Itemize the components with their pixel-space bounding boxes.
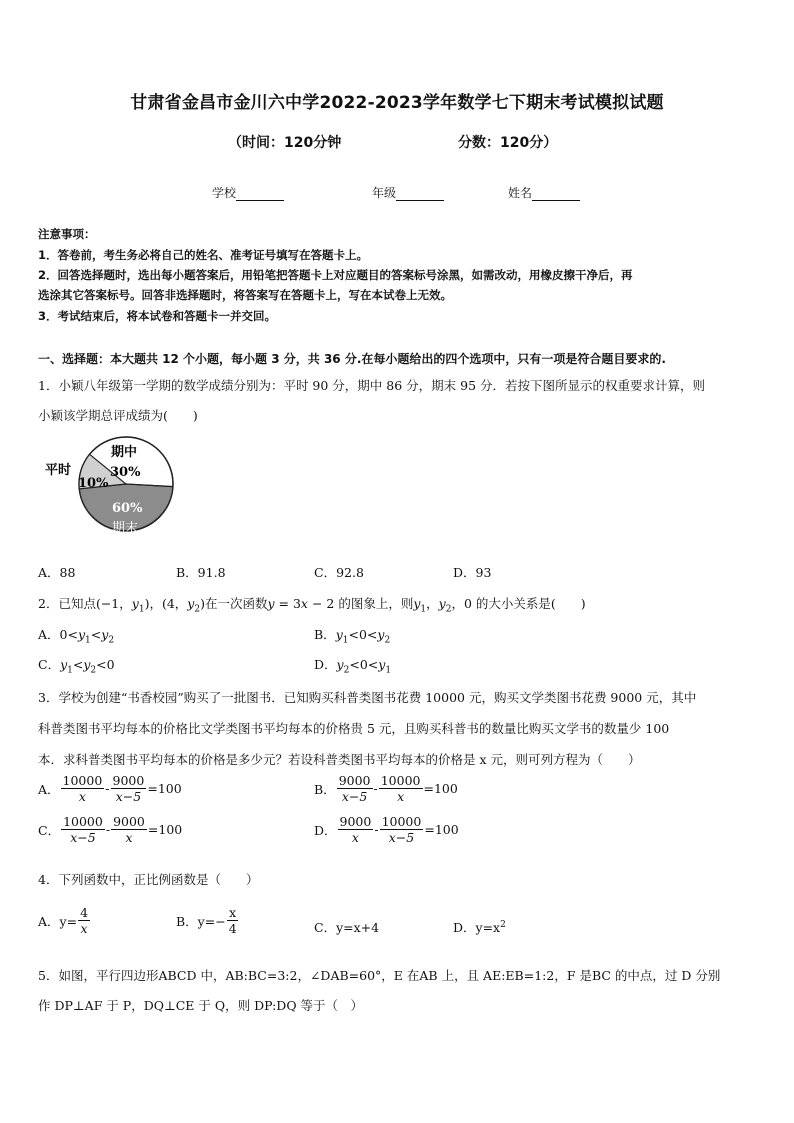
q3-option-c: C． $\frac{10000}{x-5}$ - $\frac{9000}{x}$ =100 [38,814,183,845]
q2-option-a: A．$0<y_1<y_2$ [38,627,115,646]
q1-option-d: D．93 [453,565,492,580]
time-label: （时间：120分钟 [228,135,342,151]
pie-pct-qizhong: 30% [110,465,141,480]
pie-label-qimo: 期末 [112,521,139,536]
q3-option-a: A． $\frac{10000}{x}$ - $\frac{9000}{x-5}$ =100 [38,773,182,804]
q3-line1: 3．学校为创建“书香校园”购买了一批图书．已知购买科普类图书花费 10000 元，购买文学类图书花费 9000 元，其中 [38,690,697,705]
q4-option-d: D．$y=x^2$ [453,919,506,935]
pie-label-pingshi: 平时 [45,463,72,478]
q4-option-c: C．y=x+4 [314,920,380,935]
notes-heading: 注意事项： [38,227,96,241]
q2-option-c: C．$y_1<y_2<0$ [38,657,115,676]
notes-item-2b: 选涂其它答案标号。回答非选择题时，将答案写在答题卡上，写在本试卷上无效。 [38,288,452,302]
q4-stem: 4．下列函数中，正比例函数是（ ） [38,872,259,887]
q1-pie-chart [38,436,188,546]
name-blank [532,188,580,201]
q1-line2: 小颖该学期总评成绩为( ) [38,408,198,423]
q1-option-b: B．91.8 [176,565,226,580]
q1-option-c: C．92.8 [314,565,364,580]
q5-line2: 作 DP⊥AF 于 P，DQ⊥CE 于 Q，则 DP:DQ 等于（ ） [38,998,364,1013]
q3-line2: 科普类图书平均每本的价格比文学类图书平均每本的价格贵 5 元，且购买科普书的数量比购买文学书的数量少 100 [38,721,670,736]
school-field [212,184,284,201]
grade-field [372,184,444,201]
q3-line3: 本．求科普类图书平均每本的价格是多少元？若设科普类图书平均每本的价格是 x 元，则可列方程为（ ） [38,752,641,767]
pie-pct-pingshi: 10% [78,476,109,491]
school-label: 学校 [212,186,237,200]
pie-label-qizhong: 期中 [111,445,138,460]
pie-pct-qimo: 60% [112,501,143,516]
school-blank [236,188,284,201]
q1-option-a: A．88 [38,565,76,580]
name-label: 姓名 [508,186,533,200]
score-label: 分数：120分） [458,135,558,151]
q2-option-b: B．$y_1<0<y_2$ [314,627,391,646]
q3-option-b: B． $\frac{9000}{x-5}$ - $\frac{10000}{x}$ =100 [314,773,458,804]
q4-option-a: A．y= $\frac{4}{x}$ [38,905,89,936]
q4-option-b: B．y=− $\frac{x}{4}$ [176,905,237,936]
page-title: 甘肃省金昌市金川六中学2022-2023学年数学七下期末考试模拟试题 [130,93,664,113]
q5-line1: 5．如图，平行四边形ABCD 中，AB:BC=3:2，∠DAB=60°，E 在AB 上，且 AE:EB=1:2，F 是BC 的中点，过 D 分别 [38,968,721,983]
q1-line1: 1．小颖八年级第一学期的数学成绩分别为：平时 90 分，期中 86 分，期末 95 分．若按下图所显示的权重要求计算，则 [38,378,706,393]
notes-item-2a: 2．回答选择题时，选出每小题答案后，用铅笔把答题卡上对应题目的答案标号涂黑，如需改动，用橡皮擦干净后，再 [38,268,633,282]
grade-blank [396,188,444,201]
notes-item-1: 1．答卷前，考生务必将自己的姓名、准考证号填写在答题卡上。 [38,248,368,262]
q3-option-d: D． $\frac{9000}{x}$ - $\frac{10000}{x-5}$ =100 [314,814,459,845]
name-field [508,184,580,201]
grade-label: 年级 [372,186,397,200]
q2-option-d: D．$y_2<0<y_1$ [314,657,392,676]
notes-item-3: 3．考试结束后，将本试卷和答题卡一并交回。 [38,309,276,323]
section-heading: 一、选择题：本大题共 12 个小题，每小题 3 分，共 36 分.在每小题给出的四个选项中，只有一项是符合题目要求的. [38,352,666,366]
q2-stem: 2．已知点(−1，$y_1$)，(4，$y_2$)在一次函数y = 3x − 2 的图象上，则$y_1$，$y_2$，0 的大小关系是( ) [38,596,586,615]
